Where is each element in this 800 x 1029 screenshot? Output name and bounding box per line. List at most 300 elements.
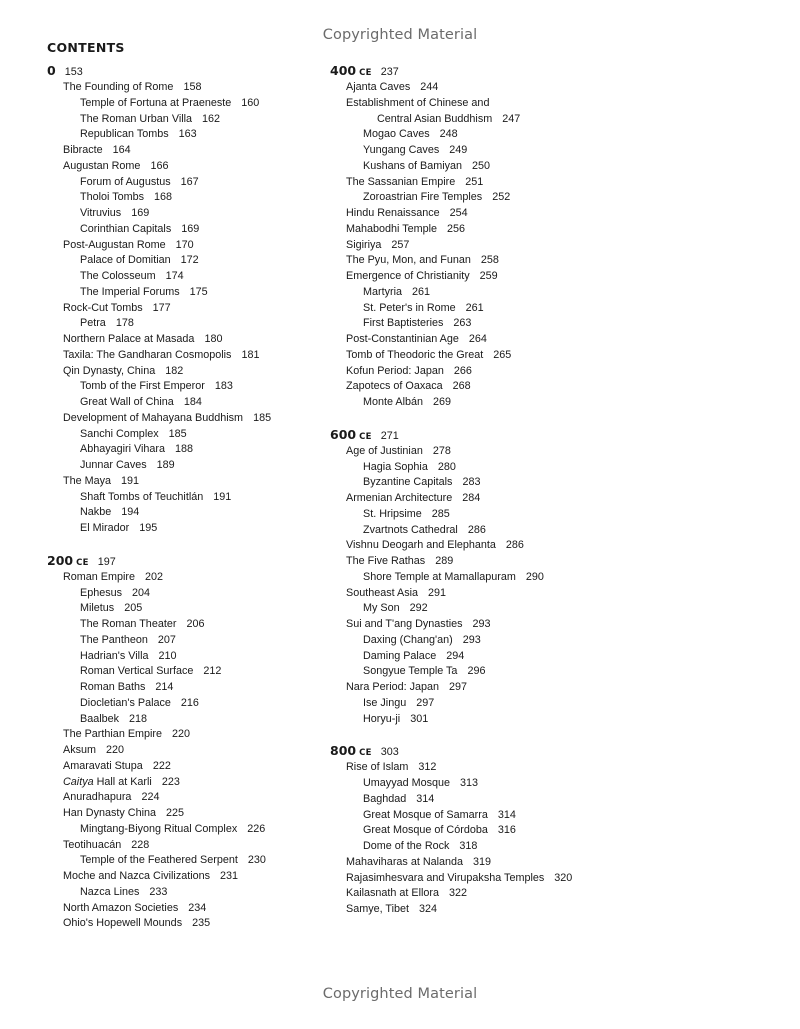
entry-page-number: 225 bbox=[166, 807, 185, 819]
entry-title: Great Mosque of Samarra bbox=[363, 808, 488, 821]
entry-title: Diocletian's Palace bbox=[80, 696, 171, 709]
entry-page-number: 247 bbox=[502, 112, 521, 125]
entry-title: Martyria bbox=[363, 285, 402, 298]
entry-title: Development of Mahayana Buddhism bbox=[63, 411, 244, 424]
toc-entry bbox=[330, 617, 595, 633]
entry-page-number: 185 bbox=[253, 411, 272, 424]
entry-page-number: 291 bbox=[428, 586, 447, 599]
entry-title: Yungang Caves bbox=[363, 144, 440, 156]
entry-page-number: 216 bbox=[180, 696, 199, 709]
toc-entry bbox=[47, 743, 312, 759]
toc-entry bbox=[47, 316, 312, 332]
toc-entry bbox=[330, 507, 595, 523]
entry-page-number: 194 bbox=[121, 506, 140, 519]
entry-page-number: 290 bbox=[525, 570, 544, 583]
entry-page-number: 189 bbox=[156, 459, 175, 471]
entry-title: Roman Empire bbox=[63, 570, 136, 583]
entry-title: Monte Albán bbox=[363, 396, 424, 408]
toc-entry bbox=[330, 143, 595, 159]
entry-title: Mogao Caves bbox=[363, 128, 430, 141]
toc-entry bbox=[330, 792, 595, 808]
toc-entry bbox=[330, 649, 595, 665]
entry-page-number: 207 bbox=[157, 633, 176, 646]
toc-entry bbox=[330, 269, 595, 285]
toc-entry bbox=[47, 586, 312, 602]
era-heading bbox=[47, 552, 312, 570]
entry-title: Kofun Period: Japan bbox=[346, 364, 444, 377]
entry-page-number: 324 bbox=[419, 903, 438, 915]
entry-title: Ajanta Caves bbox=[346, 81, 411, 93]
toc-entry bbox=[330, 112, 595, 128]
entry-page-number: 319 bbox=[473, 855, 492, 868]
entry-title: First Baptisteries bbox=[363, 317, 444, 330]
entry-title: Sigiriya bbox=[346, 238, 382, 251]
entry-title: Shaft Tombs of Teuchitlán bbox=[80, 490, 204, 503]
entry-title: Hadrian's Villa bbox=[80, 649, 149, 662]
entry-page-number: 293 bbox=[472, 618, 491, 630]
entry-title: The Imperial Forums bbox=[80, 285, 180, 298]
toc-entry bbox=[47, 696, 312, 712]
era-page-number: 271 bbox=[380, 429, 399, 442]
toc-entry bbox=[47, 885, 312, 901]
toc-entry bbox=[330, 159, 595, 175]
entry-page-number: 254 bbox=[449, 207, 468, 219]
entry-page-number: 322 bbox=[449, 887, 468, 900]
toc-entry bbox=[47, 505, 312, 521]
entry-page-number: 162 bbox=[202, 112, 221, 125]
toc-entry bbox=[330, 902, 595, 918]
entry-page-number: 269 bbox=[433, 396, 452, 408]
entry-title: Baghdad bbox=[363, 792, 407, 805]
era-number: 800 bbox=[330, 743, 357, 759]
entry-title: Taxila: The Gandharan Cosmopolis bbox=[63, 348, 232, 361]
entry-page-number: 175 bbox=[189, 285, 208, 298]
entry-page-number: 220 bbox=[172, 728, 191, 741]
watermark-top: Copyrighted Material bbox=[322, 27, 478, 43]
entry-title: Han Dynasty China bbox=[63, 807, 157, 819]
toc-entry bbox=[330, 316, 595, 332]
entry-page-number: 248 bbox=[439, 128, 458, 141]
entry-title: Ise Jingu bbox=[363, 696, 407, 709]
entry-title: Zvartnots Cathedral bbox=[363, 523, 458, 536]
entry-title: Nakbe bbox=[80, 506, 112, 519]
entry-title: Temple of the Feathered Serpent bbox=[80, 854, 238, 867]
entry-page-number: 250 bbox=[472, 159, 491, 172]
entry-title: Zapotecs of Oaxaca bbox=[346, 380, 443, 393]
entry-title: Daxing (Chang'an) bbox=[363, 633, 453, 646]
entry-page-number: 183 bbox=[214, 380, 233, 393]
toc-entry bbox=[47, 570, 312, 586]
toc-entry bbox=[47, 680, 312, 696]
toc-entry bbox=[330, 664, 595, 680]
toc-section bbox=[330, 742, 595, 918]
toc-entry bbox=[47, 712, 312, 728]
toc-entry bbox=[330, 776, 595, 792]
toc-entry bbox=[47, 175, 312, 191]
era-page-number: 303 bbox=[380, 746, 399, 759]
toc-entry bbox=[330, 696, 595, 712]
entry-title: Mahaviharas at Nalanda bbox=[346, 855, 464, 868]
entry-page-number: 244 bbox=[420, 81, 439, 93]
entry-page-number: 292 bbox=[409, 602, 428, 615]
entry-page-number: 212 bbox=[203, 665, 222, 678]
entry-title: Vitruvius bbox=[80, 207, 122, 219]
toc-entry bbox=[330, 586, 595, 602]
entry-title: The Five Rathas bbox=[346, 555, 426, 567]
toc-entry bbox=[47, 379, 312, 395]
toc-entry bbox=[330, 601, 595, 617]
entry-title: Tomb of Theodoric the Great bbox=[346, 348, 484, 361]
entry-page-number: 258 bbox=[480, 254, 499, 267]
toc-entry bbox=[47, 442, 312, 458]
entry-title: Establishment of Chinese and bbox=[346, 96, 490, 109]
entry-page-number: 320 bbox=[554, 871, 573, 884]
entry-title: The Founding of Rome bbox=[63, 81, 174, 93]
entry-title: Kailasnath at Ellora bbox=[346, 887, 440, 900]
toc-entry bbox=[47, 427, 312, 443]
entry-title: Baalbek bbox=[80, 712, 120, 725]
entry-title: My Son bbox=[363, 602, 400, 615]
entry-title: Forum of Augustus bbox=[80, 175, 171, 188]
entry-title: The Parthian Empire bbox=[63, 728, 163, 741]
toc-entry bbox=[47, 790, 312, 806]
toc-entry bbox=[330, 127, 595, 143]
entry-page-number: 191 bbox=[213, 490, 232, 503]
toc-entry bbox=[330, 348, 595, 364]
toc-column-left bbox=[47, 62, 312, 932]
era-suffix: CE bbox=[359, 748, 372, 759]
entry-title: Moche and Nazca Civilizations bbox=[63, 870, 211, 882]
entry-title: Bibracte bbox=[63, 144, 103, 156]
entry-page-number: 231 bbox=[220, 870, 239, 882]
entry-page-number: 191 bbox=[121, 474, 140, 487]
toc-entry bbox=[47, 285, 312, 301]
toc-entry bbox=[47, 901, 312, 917]
toc-entry bbox=[330, 80, 595, 96]
entry-page-number: 188 bbox=[175, 443, 194, 456]
toc-entry bbox=[47, 869, 312, 885]
watermark-bottom: Copyrighted Material bbox=[322, 986, 478, 1002]
entry-page-number: 167 bbox=[180, 175, 199, 188]
entry-page-number: 222 bbox=[152, 759, 171, 772]
entry-title: Dome of the Rock bbox=[363, 840, 450, 852]
toc-entry bbox=[330, 253, 595, 269]
era-heading bbox=[47, 62, 312, 80]
entry-title: Nara Period: Japan bbox=[346, 681, 440, 693]
entry-title: Songyue Temple Ta bbox=[363, 665, 458, 678]
entry-page-number: 293 bbox=[462, 633, 481, 646]
entry-page-number: 257 bbox=[391, 238, 410, 251]
entry-page-number: 284 bbox=[462, 492, 481, 504]
entry-title: Kushans of Bamiyan bbox=[363, 159, 463, 172]
toc-entry bbox=[47, 411, 312, 427]
entry-title: The Colosseum bbox=[80, 270, 156, 282]
entry-page-number: 210 bbox=[158, 649, 177, 662]
entry-title: St. Hripsime bbox=[363, 507, 422, 520]
page-title: CONTENTS bbox=[47, 40, 125, 55]
entry-title: Daming Palace bbox=[363, 649, 437, 662]
entry-title: Age of Justinian bbox=[346, 444, 423, 457]
toc-entry bbox=[330, 222, 595, 238]
era-page-number: 153 bbox=[64, 66, 83, 78]
entry-title: Petra bbox=[80, 317, 106, 330]
toc-section bbox=[47, 552, 312, 932]
toc-column-right bbox=[330, 62, 595, 918]
toc-entry bbox=[47, 301, 312, 317]
entry-title: St. Peter's in Rome bbox=[363, 301, 456, 314]
toc-entry bbox=[47, 853, 312, 869]
entry-page-number: 259 bbox=[479, 270, 498, 282]
entry-page-number: 297 bbox=[416, 696, 435, 709]
entry-page-number: 202 bbox=[145, 570, 164, 583]
era-number: 400 bbox=[330, 63, 357, 78]
era-number: 200 bbox=[47, 552, 74, 568]
entry-title: Central Asian Buddhism bbox=[377, 112, 493, 125]
entry-page-number: 263 bbox=[453, 317, 472, 330]
entry-page-number: 312 bbox=[418, 761, 437, 774]
entry-page-number: 264 bbox=[468, 333, 487, 345]
entry-title: The Maya bbox=[63, 474, 112, 487]
entry-page-number: 168 bbox=[154, 191, 173, 204]
entry-title: Rock-Cut Tombs bbox=[63, 301, 143, 314]
entry-page-number: 204 bbox=[132, 586, 151, 599]
toc-section bbox=[330, 62, 595, 411]
entry-title: Amaravati Stupa bbox=[63, 759, 143, 772]
entry-page-number: 313 bbox=[460, 777, 479, 789]
toc-entry bbox=[47, 332, 312, 348]
entry-title: Rise of Islam bbox=[346, 761, 409, 774]
toc-entry bbox=[47, 127, 312, 143]
era-number: 600 bbox=[330, 426, 357, 442]
entry-page-number: 289 bbox=[435, 555, 454, 567]
entry-page-number: 235 bbox=[192, 917, 211, 930]
toc-entry bbox=[47, 222, 312, 238]
toc-entry bbox=[330, 444, 595, 460]
toc-entry bbox=[47, 601, 312, 617]
toc-entry bbox=[47, 490, 312, 506]
era-page-number: 237 bbox=[380, 66, 399, 78]
entry-title: The Pyu, Mon, and Funan bbox=[346, 254, 471, 267]
entry-page-number: 252 bbox=[492, 191, 511, 204]
toc-entry bbox=[330, 823, 595, 839]
entry-title: Qin Dynasty, China bbox=[63, 364, 156, 377]
entry-page-number: 285 bbox=[431, 507, 450, 520]
toc-entry bbox=[330, 554, 595, 570]
entry-page-number: 169 bbox=[131, 207, 150, 219]
entry-title: Mingtang-Biyong Ritual Complex bbox=[80, 822, 238, 835]
entry-page-number: 218 bbox=[129, 712, 148, 725]
entry-page-number: 296 bbox=[467, 665, 486, 678]
entry-page-number: 233 bbox=[149, 885, 168, 898]
entry-title: Hall at Karli bbox=[93, 775, 152, 788]
entry-page-number: 223 bbox=[161, 775, 180, 788]
entry-page-number: 249 bbox=[449, 144, 468, 156]
era-suffix: CE bbox=[359, 68, 372, 78]
entry-title: Shore Temple at Mamallapuram bbox=[363, 570, 516, 583]
toc-entry bbox=[330, 760, 595, 776]
toc-entry bbox=[330, 886, 595, 902]
entry-page-number: 228 bbox=[131, 838, 150, 851]
toc-entry bbox=[330, 460, 595, 476]
entry-page-number: 251 bbox=[465, 175, 484, 188]
entry-page-number: 234 bbox=[188, 901, 207, 914]
entry-title: Horyu-ji bbox=[363, 712, 401, 725]
toc-entry bbox=[47, 112, 312, 128]
entry-page-number: 206 bbox=[186, 618, 205, 630]
entry-page-number: 160 bbox=[241, 96, 260, 109]
entry-page-number: 180 bbox=[204, 333, 223, 345]
entry-title: North Amazon Societies bbox=[63, 901, 179, 914]
entry-page-number: 278 bbox=[432, 444, 451, 457]
entry-page-number: 220 bbox=[106, 744, 125, 756]
entry-title: Umayyad Mosque bbox=[363, 777, 451, 789]
entry-page-number: 178 bbox=[115, 317, 134, 330]
entry-title: Anuradhapura bbox=[63, 791, 132, 804]
toc-entry bbox=[330, 538, 595, 554]
toc-entry bbox=[47, 96, 312, 112]
toc-entry bbox=[47, 238, 312, 254]
entry-page-number: 297 bbox=[449, 681, 468, 693]
toc-entry bbox=[330, 96, 595, 112]
toc-entry bbox=[47, 521, 312, 537]
toc-entry bbox=[47, 206, 312, 222]
entry-title: The Roman Urban Villa bbox=[80, 112, 193, 125]
entry-page-number: 283 bbox=[462, 476, 481, 489]
toc-entry bbox=[330, 238, 595, 254]
entry-page-number: 177 bbox=[152, 301, 171, 314]
entry-page-number: 286 bbox=[505, 539, 524, 552]
entry-page-number: 268 bbox=[452, 380, 471, 393]
entry-page-number: 301 bbox=[410, 712, 429, 725]
toc-entry bbox=[330, 175, 595, 191]
entry-title: Hindu Renaissance bbox=[346, 207, 440, 219]
entry-page-number: 169 bbox=[181, 222, 200, 235]
entry-page-number: 184 bbox=[183, 396, 202, 408]
entry-page-number: 170 bbox=[175, 238, 194, 251]
entry-title: Post-Augustan Rome bbox=[63, 238, 166, 251]
toc-entry bbox=[330, 301, 595, 317]
toc-entry bbox=[330, 570, 595, 586]
toc-entry bbox=[330, 523, 595, 539]
entry-title: The Roman Theater bbox=[80, 618, 177, 630]
toc-entry bbox=[330, 379, 595, 395]
entry-page-number: 266 bbox=[453, 364, 472, 377]
toc-entry bbox=[47, 806, 312, 822]
entry-title: Byzantine Capitals bbox=[363, 476, 453, 489]
toc-entry bbox=[47, 143, 312, 159]
toc-entry bbox=[47, 727, 312, 743]
entry-title: Junnar Caves bbox=[80, 459, 147, 471]
entry-title: Great Mosque of Córdoba bbox=[363, 824, 488, 837]
entry-page-number: 256 bbox=[447, 222, 466, 235]
entry-title: Roman Vertical Surface bbox=[80, 665, 194, 678]
entry-title: The Sassanian Empire bbox=[346, 175, 456, 188]
entry-title: Sui and T'ang Dynasties bbox=[346, 618, 463, 630]
entry-page-number: 158 bbox=[183, 81, 202, 93]
toc-entry bbox=[330, 285, 595, 301]
entry-title: Republican Tombs bbox=[80, 128, 169, 141]
entry-page-number: 230 bbox=[247, 854, 266, 867]
entry-page-number: 164 bbox=[112, 144, 131, 156]
entry-title: El Mirador bbox=[80, 522, 130, 534]
era-heading bbox=[330, 742, 595, 760]
toc-entry bbox=[47, 80, 312, 96]
entry-title: Zoroastrian Fire Temples bbox=[363, 191, 483, 204]
entry-title: Roman Baths bbox=[80, 681, 146, 693]
toc-entry bbox=[330, 475, 595, 491]
toc-entry bbox=[47, 348, 312, 364]
entry-title: Ohio's Hopewell Mounds bbox=[63, 917, 183, 930]
toc-entry bbox=[330, 364, 595, 380]
toc-entry bbox=[330, 712, 595, 728]
toc-entry bbox=[47, 759, 312, 775]
entry-title: Samye, Tibet bbox=[346, 903, 410, 915]
toc-entry bbox=[330, 855, 595, 871]
toc-entry bbox=[47, 822, 312, 838]
entry-page-number: 174 bbox=[165, 270, 184, 282]
toc-section bbox=[47, 62, 312, 537]
entry-title: The Pantheon bbox=[80, 633, 148, 646]
entry-title: Southeast Asia bbox=[346, 586, 419, 599]
entry-page-number: 314 bbox=[497, 808, 516, 821]
entry-title: Temple of Fortuna at Praeneste bbox=[80, 96, 232, 109]
entry-title: Corinthian Capitals bbox=[80, 222, 172, 235]
entry-title: Post-Constantinian Age bbox=[346, 333, 459, 345]
toc-entry bbox=[47, 617, 312, 633]
toc-entry bbox=[330, 332, 595, 348]
toc-entry bbox=[47, 474, 312, 490]
entry-title: Augustan Rome bbox=[63, 159, 141, 172]
toc-entry bbox=[330, 680, 595, 696]
toc-entry bbox=[47, 159, 312, 175]
toc-entry bbox=[330, 395, 595, 411]
entry-title: Tholoi Tombs bbox=[80, 191, 145, 204]
entry-page-number: 286 bbox=[467, 523, 486, 536]
entry-page-number: 224 bbox=[141, 791, 160, 804]
entry-title: Great Wall of China bbox=[80, 396, 174, 408]
era-heading bbox=[330, 62, 595, 80]
toc-entry bbox=[330, 491, 595, 507]
entry-title: Aksum bbox=[63, 744, 96, 756]
entry-title: Miletus bbox=[80, 602, 115, 615]
toc-entry bbox=[330, 808, 595, 824]
entry-title: Teotihuacán bbox=[63, 838, 122, 851]
entry-page-number: 214 bbox=[155, 681, 174, 693]
entry-title: Emergence of Christianity bbox=[346, 270, 470, 282]
entry-page-number: 226 bbox=[247, 822, 266, 835]
era-page-number: 197 bbox=[97, 555, 116, 568]
toc-entry bbox=[47, 775, 312, 791]
entry-title-italic: Caitya bbox=[63, 775, 94, 788]
entry-page-number: 314 bbox=[416, 792, 435, 805]
era-suffix: CE bbox=[76, 557, 89, 568]
era-number: 0 bbox=[47, 63, 56, 78]
entry-page-number: 182 bbox=[165, 364, 184, 377]
toc-entry bbox=[330, 190, 595, 206]
entry-page-number: 294 bbox=[446, 649, 465, 662]
entry-page-number: 163 bbox=[178, 128, 197, 141]
entry-title: Armenian Architecture bbox=[346, 492, 453, 504]
toc-entry bbox=[330, 871, 595, 887]
toc-entry bbox=[47, 253, 312, 269]
toc-entry bbox=[47, 916, 312, 932]
toc-entry bbox=[47, 664, 312, 680]
toc-entry bbox=[47, 364, 312, 380]
entry-title: Tomb of the First Emperor bbox=[80, 380, 205, 393]
entry-title: Palace of Domitian bbox=[80, 254, 171, 267]
toc-entry bbox=[47, 633, 312, 649]
entry-title: Abhayagiri Vihara bbox=[80, 443, 166, 456]
